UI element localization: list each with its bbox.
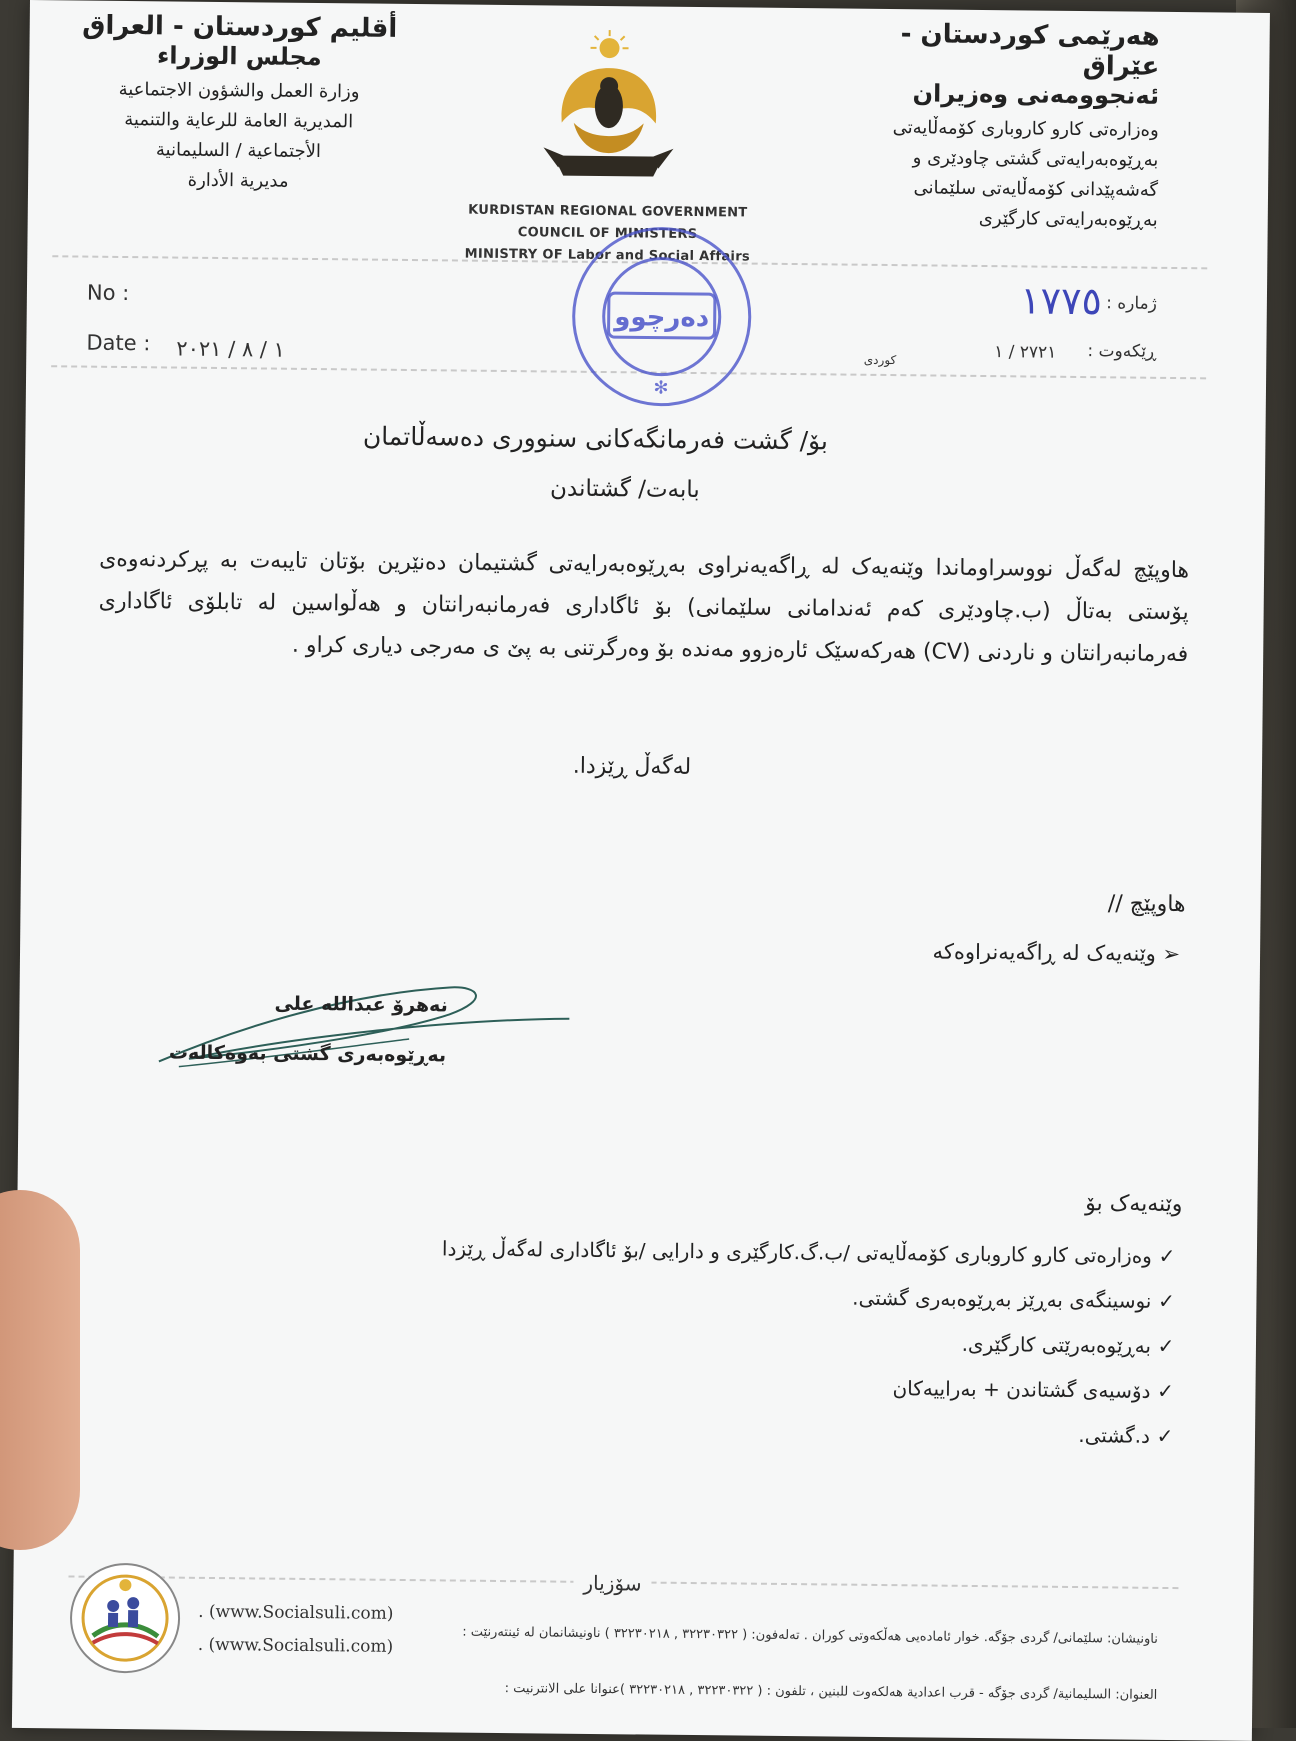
header-line-ku: گەشەپێدانی کۆمەڵایەتی سلێمانی bbox=[828, 172, 1158, 205]
copy-recipient: وەزارەتی کارو کاروباری کۆمەڵایەتی /ب.گ.کارگێری و دارایی /بۆ ئاگاداری لەگەڵ ڕێزدا bbox=[442, 1236, 1152, 1267]
signatory-name: نەهرۆ عبداللە علی bbox=[274, 993, 448, 1017]
reference-label: ڕێکەوت : bbox=[1087, 341, 1156, 362]
address-arabic: العنوان: السليمانية/ گردی جۆگە - قرب اعدادية هەلكەوت للبنين ، تلفون : ( ٣٢٢٣٠٣٢٢ , ٣٢٢٣٠٢١٨ )عنوانا على الانترنيت : bbox=[337, 1679, 1157, 1703]
copies-title: وێنەیەک بۆ bbox=[1085, 1191, 1183, 1217]
copy-recipient: د.گشتی. bbox=[1078, 1423, 1150, 1448]
directorate-logo-icon bbox=[67, 1560, 183, 1676]
date-label: Date : bbox=[86, 331, 150, 356]
header-council-ku: ئەنجوومەنی وەزیران bbox=[829, 78, 1159, 109]
footer-label: سۆزیار bbox=[573, 1571, 651, 1596]
copy-recipient: دۆسیەی گشتاندن + بەراییەکان bbox=[892, 1376, 1150, 1403]
header-region-ar: أقليم كوردستان - العراق bbox=[75, 10, 405, 43]
header-line-ar: مديرية الأدارة bbox=[73, 164, 403, 197]
website-link[interactable]: . (www.Socialsuli.com) bbox=[198, 1602, 394, 1624]
checkmark-icon: ✓ bbox=[1150, 1369, 1180, 1414]
thumb bbox=[0, 1190, 80, 1550]
krg-line-1: KURDISTAN REGIONAL GOVERNMENT bbox=[448, 199, 768, 224]
copy-recipient: نوسینگەی بەڕێز بەڕێوەبەری گشتی. bbox=[852, 1286, 1151, 1313]
attachment-title: هاوپێچ // bbox=[1108, 891, 1186, 917]
header-line-ar: المديرية العامة للرعاية والتنمية bbox=[74, 104, 404, 137]
stamp-text: دەرچوو bbox=[612, 302, 709, 333]
copies-list bbox=[280, 1225, 1182, 1459]
letter-page bbox=[12, 0, 1270, 1741]
checkmark-icon: ✓ bbox=[1151, 1279, 1181, 1324]
kurdistan-emblem-icon bbox=[533, 27, 685, 189]
letter-recipient: بۆ/ گشت فەرمانگەکانی سنووری دەسەڵاتمان bbox=[245, 420, 945, 456]
header-line-ku: بەڕێوەبەرایەتی کارگێری bbox=[828, 202, 1158, 235]
header-line-ku: وەزارەتی کارو کاروباری کۆمەڵایەتی bbox=[829, 112, 1159, 145]
krg-line-3: MINISTRY OF Labor and Social Affairs bbox=[447, 243, 767, 268]
krg-line-2: COUNCIL OF MINISTERS bbox=[447, 221, 767, 246]
checkmark-icon: ✓ bbox=[1151, 1324, 1181, 1369]
header-line-ar: الأجتماعية / السليمانية bbox=[73, 134, 403, 167]
header-council-ar: مجلس الوزراء bbox=[74, 40, 404, 71]
svg-text:✻: ✻ bbox=[653, 378, 668, 399]
letter-subject: بابەت/ گشتاندن bbox=[425, 474, 825, 504]
header-arabic bbox=[73, 10, 405, 197]
attachment-item bbox=[933, 940, 1181, 967]
checkmark-icon: ✓ bbox=[1152, 1234, 1182, 1279]
attachment-item-text: وێنەیەک لە ڕاگەیەنراوەکە bbox=[933, 940, 1156, 966]
letter-body: هاوپێچ لەگەڵ نووسراوماندا وێنەیەک لە ڕاگەیەنراوی بەڕێوەبەرایەتی گشتیمان دەنێرین بۆتان تایبەت بە پڕکردنەوەی پۆستی بەتاڵ (ب.چاودێری کەم ئەندامانی سلێمانی) بۆ ئاگاداری فەرمانبەرانتان و هەڵواسین لە تابلۆی ئاگاداری فەرمانبەرانتان و ناردنی (CV) هەرکەسێک ئارەزوو مەندە بۆ وەرگرتنی بە پێ ی مەرجی دیاری کراو . bbox=[98, 539, 1189, 676]
date-value: ١ / ٨ / ٢٠٢١ bbox=[176, 337, 285, 362]
header-line-ar: وزارة العمل والشؤون الاجتماعية bbox=[74, 74, 404, 107]
checkmark-icon: ✓ bbox=[1150, 1414, 1180, 1459]
reference-suffix: کوردی bbox=[864, 353, 897, 367]
header-region-ku: هەرێمی کوردستان - عێراق bbox=[829, 18, 1160, 81]
arrow-icon: ➢ bbox=[1156, 942, 1181, 966]
letter-regards: لەگەڵ ڕێزدا. bbox=[502, 753, 762, 781]
outgoing-stamp-icon bbox=[566, 221, 758, 413]
no-label: No : bbox=[87, 281, 130, 305]
website-link[interactable]: . (www.Socialsuli.com) bbox=[198, 1635, 394, 1657]
number-value: ١٧٧٥ bbox=[1020, 278, 1102, 323]
list-item bbox=[280, 1405, 1180, 1459]
number-label: ژمارە : bbox=[1106, 293, 1157, 314]
signatory-title: بەڕێوەبەری گشتی بەوەکالەت bbox=[169, 1042, 446, 1067]
reference-value: ٢٧٢١ / ١ bbox=[994, 342, 1056, 363]
header-kurdish bbox=[828, 18, 1160, 235]
address-kurdish: ناونیشان: سلێمانی/ گردی جۆگە. خوار ئامادەیی هەڵکەوتی کوران . تەلەفون: ( ٣٢٢٣٠٣٢٢ , ٣٢٢٣٠٢١٨ ) ناونیشانمان لە ئینتەرنێت : bbox=[338, 1623, 1158, 1647]
copy-recipient: بەڕێوەبەرێتی کارگێری. bbox=[962, 1332, 1152, 1358]
header-line-ku: بەڕێوەبەرایەتی گشتی چاودێری و bbox=[828, 142, 1158, 175]
